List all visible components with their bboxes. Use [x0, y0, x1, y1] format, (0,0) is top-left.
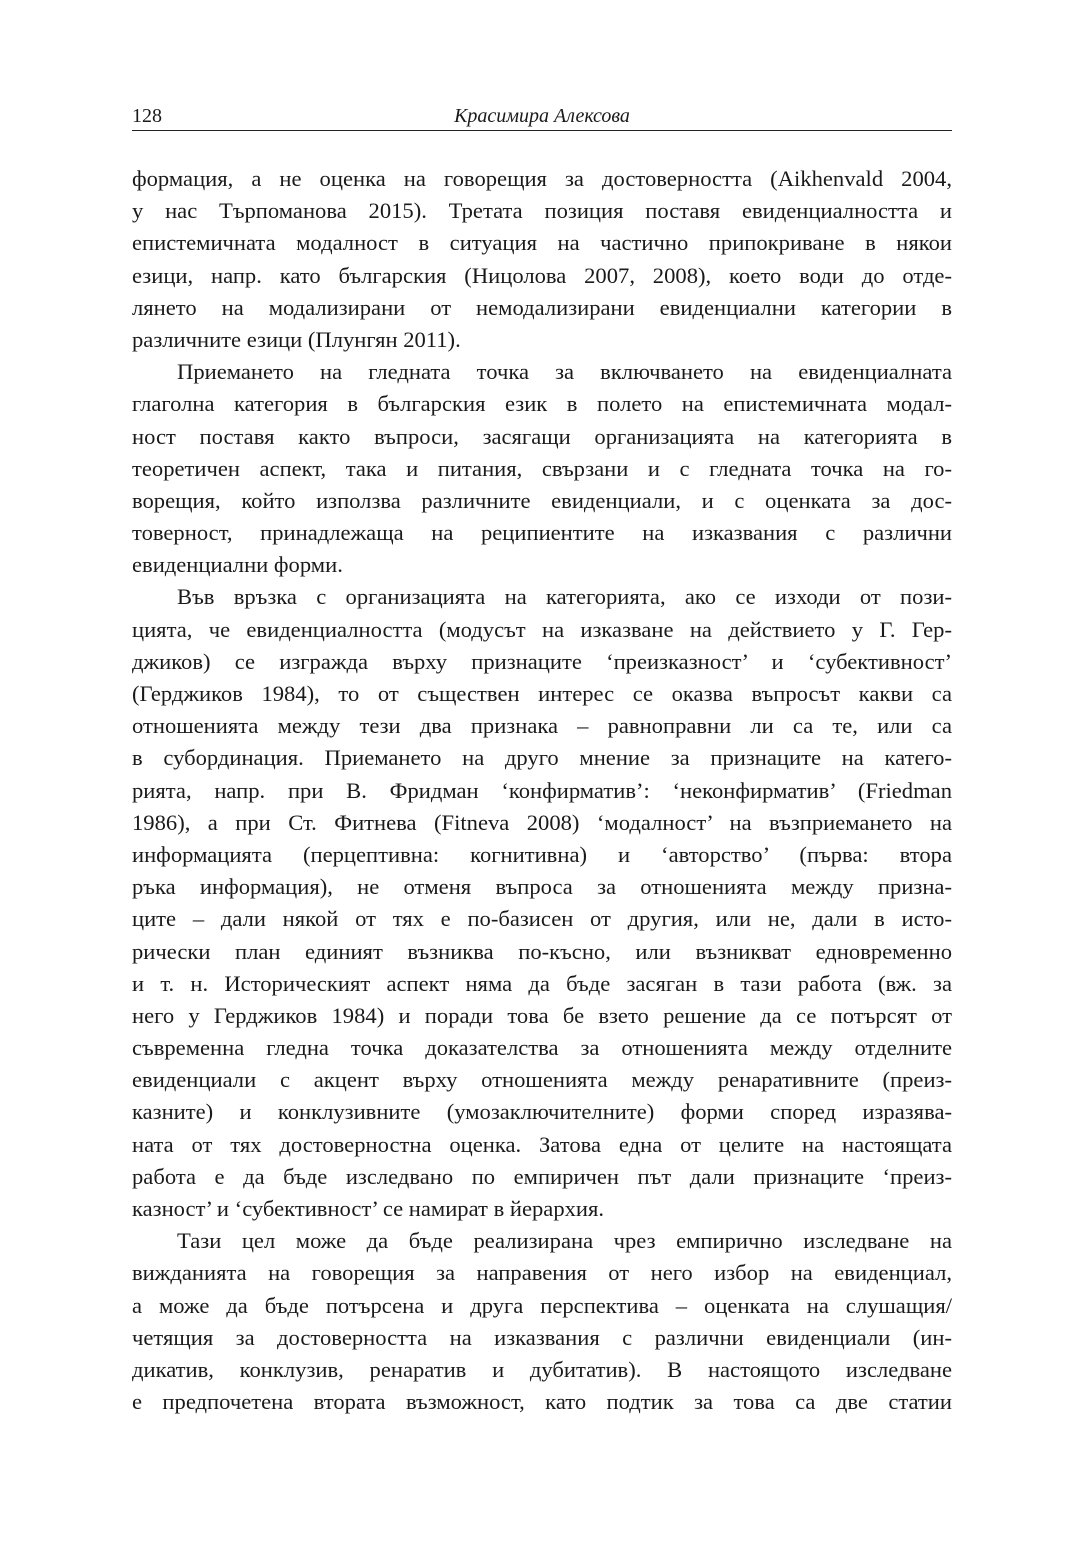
text-line: отношенията между тези два признака – равноправни ли са те, или са [132, 713, 952, 739]
text-line: в субординация. Приемането на друго мнение за признаците на катего- [132, 745, 952, 771]
text-line: лянето на модализирани от немодализирани евиденциални категории в [132, 294, 952, 320]
text-line: е предпочетена втората възможност, като подтик за това са две статии [132, 1389, 952, 1415]
text-line: ците – дали някой от тях е по-базисен от другия, или не, дали в исто- [132, 906, 952, 932]
text-line: 1986), а при Ст. Фитнева (Fitneva 2008) ‘модалност’ на възприемането на [132, 809, 952, 835]
text-line: (Герджиков 1984), то от съществен интерес се оказва въпросът какви са [132, 681, 952, 706]
text-line: у нас Търпоманова 2015). Третата позиция поставя евиденциалността и [132, 198, 952, 224]
text-line: четящия за достоверността на изказвания с различни евиденциали (ин- [132, 1324, 952, 1350]
text-line: ръка информация), не отменя въпроса за отношенията между призна- [132, 874, 952, 900]
text-line: теоретичен аспект, така и питания, свързани и с гледната точка на го- [132, 455, 952, 481]
text-line: езици, напр. като българския (Ницолова 2007, 2008), което води до отде- [132, 262, 952, 288]
paragraph [132, 581, 952, 1225]
text-line: различните езици (Плунгян 2011). [132, 326, 461, 352]
text-line: цията, че евиденциалността (модусът на изказване на действието у Г. Гер- [132, 616, 952, 642]
text-line: Приемането на гледната точка за включването на евиденциалната [177, 359, 952, 385]
paragraph [132, 356, 952, 581]
paragraph [132, 1225, 952, 1418]
text-line: работа е да бъде изследвано по емпиричен път дали признаците ‘преиз- [132, 1163, 952, 1189]
text-line: джиков) се изгражда върху признаците ‘преизказност’ и ‘субективност’ [132, 648, 952, 674]
text-line: информацията (перцептивна: когнитивна) и ‘авторство’ (първа: втора [132, 841, 952, 867]
text-line: казните) и конклузивните (умозаключителните) форми според изразява- [132, 1099, 952, 1125]
text-line: и т. н. Историческият аспект няма да бъде засяган в тази работа (вж. за [132, 970, 952, 996]
text-line: рически план единият възниква по-късно, или възникват едновременно [132, 938, 952, 964]
text-line: Тази цел може да бъде реализирана чрез емпирично изследване на [177, 1228, 952, 1254]
text-line: дикатив, конклузив, ренаратив и дубитатив). В настоящото изследване [132, 1356, 952, 1382]
text-line: казност’ и ‘субективност’ се намират в йерархия. [132, 1196, 605, 1221]
text-line: ност поставя както въпроси, засягащи организацията на категорията в [132, 423, 952, 449]
text-line: евиденциални форми. [132, 552, 343, 578]
text-line: съвременна гледна точка доказателства за отношенията между отделните [132, 1035, 952, 1061]
text-line: Във връзка с организацията на категорията, ако се изходи от пози- [177, 584, 952, 610]
running-title: Красимира Алексова [454, 105, 630, 127]
text-line: ворещия, който използва различните евиденциали, и с оценката за дос- [132, 487, 952, 513]
text-line: глаголна категория в българския език в полето на епистемичната модал- [132, 391, 952, 417]
text-line: ната от тях достоверностна оценка. Затова една от целите на настоящата [132, 1131, 952, 1157]
page-header [132, 100, 952, 131]
text-line: рията, напр. при В. Фридман ‘конфирматив’: ‘неконфирматив’ (Friedman [132, 777, 952, 803]
text-line: формация, а не оценка на говорещия за достоверността (Aikhenvald 2004, [132, 166, 952, 191]
text-line: него у Герджиков 1984) и поради това бе взето решение да се потърсят от [132, 1002, 952, 1028]
text-line: товерност, принадлежаща на реципиентите на изказвания с различни [132, 520, 952, 546]
text-line: вижданията на говорещия за направения от него избор на евиденциал, [132, 1260, 952, 1286]
body-text [132, 163, 952, 1418]
text-line: а може да бъде потърсена и друга перспектива – оценката на слушащия/ [132, 1292, 952, 1318]
text-line: евиденциали с акцент върху отношенията между ренаративните (преиз- [132, 1067, 952, 1093]
page-number: 128 [132, 105, 162, 127]
text-line: епистемичната модалност в ситуация на частично припокриване в някои [132, 230, 952, 256]
paragraph [132, 163, 952, 356]
